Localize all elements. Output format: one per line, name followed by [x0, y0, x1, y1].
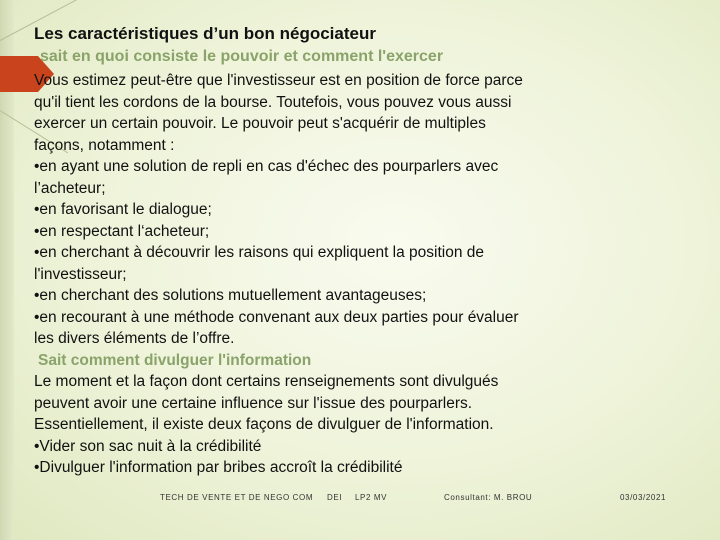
bullet-line: l’acheteur;	[34, 179, 106, 197]
bullet-line: •en recourant à une méthode convenant aux deux parties pour évaluer	[34, 308, 519, 326]
slide-subtitle: sait en quoi consiste le pouvoir et comment l'exercer	[40, 48, 444, 65]
bullet-line: •en cherchant des solutions mutuellement avantageuses;	[34, 287, 427, 304]
slide-title: Les caractéristiques d’un bon négociateur	[34, 24, 376, 43]
footer-consultant: Consultant: M. BROU	[444, 493, 533, 502]
bullet-line: les divers éléments de l’offre.	[34, 330, 235, 347]
bullet-line: •Vider son sac nuit à la crédibilité	[34, 437, 262, 455]
bullet-line: •Divulguer l'information par bribes accroît la crédibilité	[34, 459, 403, 476]
body-line: Le moment et la façon dont certains renseignements sont divulgués	[34, 373, 499, 390]
footer-course: TECH DE VENTE ET DE NEGO COM	[160, 493, 314, 502]
bullet-line: •en favorisant le dialogue;	[34, 201, 212, 218]
accent-block	[0, 56, 38, 92]
body-line: exercer un certain pouvoir. Le pouvoir peut s'acquérir de multiples	[34, 115, 486, 132]
footer-date: 03/03/2021	[620, 493, 667, 502]
slide-body	[34, 70, 634, 479]
bullet-line: •en cherchant à découvrir les raisons qui expliquent la position de	[34, 244, 485, 261]
body-line: peuvent avoir une certaine influence sur l'issue des pourparlers.	[34, 394, 473, 412]
body-line: Essentiellement, il existe deux façons de divulguer de l'information.	[34, 416, 494, 433]
footer-level: LP2 MV	[355, 493, 388, 502]
footer-program: DEI	[327, 493, 343, 502]
body-line: façons, notamment :	[34, 136, 175, 154]
section-heading: Sait comment divulguer l'information	[38, 351, 312, 369]
bullet-line: l'investisseur;	[34, 265, 127, 283]
bullet-line: •en ayant une solution de repli en cas d'échec des pourparlers avec	[34, 158, 499, 175]
body-line: qu'il tient les cordons de la bourse. Toutefois, vous pouvez vous aussi	[34, 93, 512, 111]
body-line: Vous estimez peut-être que l'investisseur est en position de force parce	[34, 72, 523, 89]
bullet-line: •en respectant l‘acheteur;	[34, 222, 210, 240]
